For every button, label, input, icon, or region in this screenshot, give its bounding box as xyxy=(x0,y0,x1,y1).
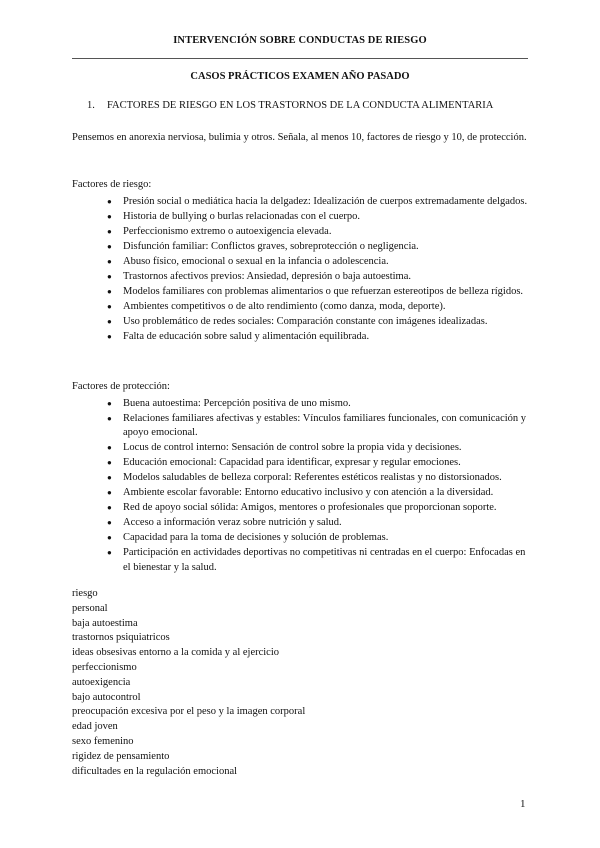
notes-line: perfeccionismo xyxy=(72,661,137,673)
risk-factor-item: ● Falta de educación sobre salud y alimentación equilibrada. xyxy=(107,330,528,345)
notes-line: preocupación excesiva por el peso y la imagen corporal xyxy=(72,706,306,718)
page-number: 1 xyxy=(520,798,526,810)
risk-factors-block xyxy=(72,178,528,345)
protective-factor-item: ● Buena autoestima: Percepción positiva de uno mismo. xyxy=(107,397,528,412)
risk-factors-list xyxy=(72,195,528,345)
intro-paragraph: Pensemos en anorexia nerviosa, bulimia y otros. Señala, al menos 10, factores de riesgo y 10, de protección. xyxy=(72,132,527,143)
notes-line: riesgo xyxy=(72,588,98,599)
notes-line: autoexigencia xyxy=(72,676,131,688)
notes-list xyxy=(72,587,528,779)
protective-factor-item: ● Participación en actividades deportivas no competitivas ni centradas en el cuerpo: Enfocadas en el bienestar y la salud. xyxy=(107,546,528,575)
protective-factor-item: ● Capacidad para la toma de decisiones y solución de problemas. xyxy=(107,531,528,546)
risk-factor-item: ● Historia de bullying o burlas relacionadas con el cuerpo. xyxy=(107,210,528,225)
protective-factor-item: ● Ambiente escolar favorable: Entorno educativo inclusivo y con atención a la diversidad. xyxy=(107,486,528,501)
notes-line: baja autoestima xyxy=(72,617,138,629)
protective-factor-item: ● Acceso a información veraz sobre nutrición y salud. xyxy=(107,516,528,531)
protective-factors-title: Factores de protección: xyxy=(72,381,170,392)
risk-factors-title: Factores de riesgo: xyxy=(72,179,152,190)
section-number: 1. xyxy=(87,100,95,111)
notes-line: sexo femenino xyxy=(72,735,134,747)
risk-factor-item: ● Perfeccionismo extremo o autoexigencia elevada. xyxy=(107,225,528,240)
notes-line: bajo autocontrol xyxy=(72,691,141,703)
protective-factor-item: ● Educación emocional: Capacidad para identificar, expresar y regular emociones. xyxy=(107,456,528,471)
protective-factor-item: ● Modelos saludables de belleza corporal: Referentes estéticos realistas y no distorsionados. xyxy=(107,471,528,486)
notes-line: rigidez de pensamiento xyxy=(72,750,170,762)
notes-line: trastornos psiquiatricos xyxy=(72,632,170,644)
notes-line: personal xyxy=(72,602,108,614)
risk-factor-item: ● Trastornos afectivos previos: Ansiedad, depresión o baja autoestima. xyxy=(107,270,528,285)
protective-factor-item: ● Relaciones familiares afectivas y estables: Vínculos familiares funcionales, con comunicación y apoyo emocional. xyxy=(107,412,528,441)
risk-factor-item: ● Disfunción familiar: Conflictos graves, sobreprotección o negligencia. xyxy=(107,240,528,255)
protective-factors-list xyxy=(72,397,528,576)
document-subtitle: CASOS PRÁCTICOS EXAMEN AÑO PASADO xyxy=(190,71,410,82)
risk-factor-item: ● Abuso físico, emocional o sexual en la infancia o adolescencia. xyxy=(107,255,528,270)
notes-line: dificultades en la regulación emocional xyxy=(72,765,238,777)
risk-factor-item: ● Ambientes competitivos o de alto rendimiento (como danza, moda, deporte). xyxy=(107,300,528,315)
notes-line: edad joven xyxy=(72,721,118,733)
page-header-title: INTERVENCIÓN SOBRE CONDUCTAS DE RIESGO xyxy=(173,35,427,46)
header-divider xyxy=(72,58,528,59)
protective-factors-block xyxy=(72,380,528,576)
notes-line: ideas obsesivas entorno a la comida y al ejercicio xyxy=(72,647,280,659)
risk-factor-item: ● Modelos familiares con problemas alimentarios o que refuerzan estereotipos de belleza rígidos. xyxy=(107,285,528,300)
protective-factor-item: ● Locus de control interno: Sensación de control sobre la propia vida y decisiones. xyxy=(107,441,528,456)
protective-factor-item: ● Red de apoyo social sólida: Amigos, mentores o profesionales que proporcionan soporte. xyxy=(107,501,528,516)
section-heading xyxy=(87,100,547,111)
risk-factor-item: ● Uso problemático de redes sociales: Comparación constante con imágenes idealizadas. xyxy=(107,315,528,330)
risk-factor-item: ● Presión social o mediática hacia la delgadez: Idealización de cuerpos extremadamente delgados. xyxy=(107,195,528,210)
section-title: FACTORES DE RIESGO EN LOS TRASTORNOS DE LA CONDUCTA ALIMENTARIA xyxy=(107,100,494,111)
